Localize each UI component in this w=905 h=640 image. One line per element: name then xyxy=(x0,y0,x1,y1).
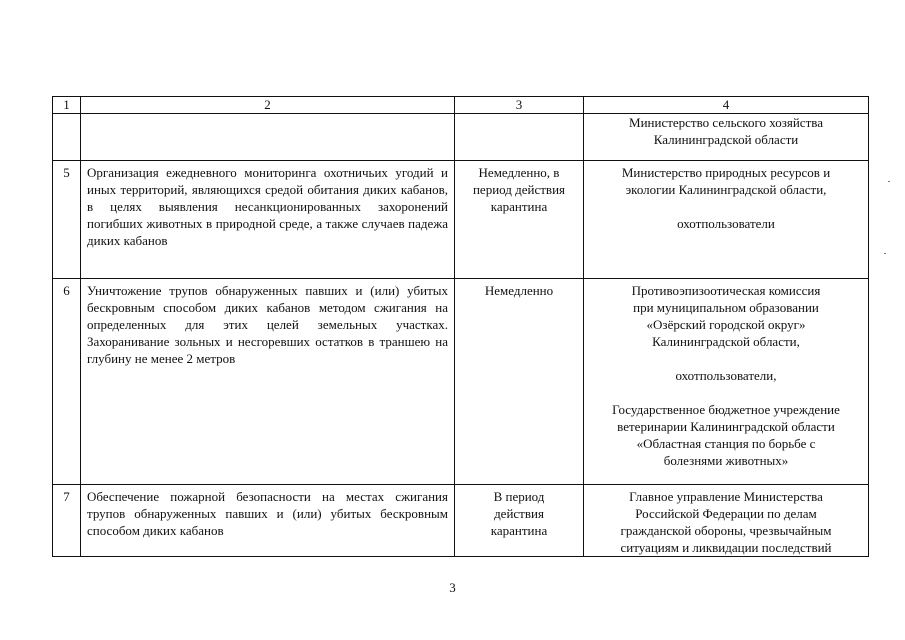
page-number: 3 xyxy=(449,580,456,595)
responsible-line: гражданской обороны, чрезвычайным xyxy=(620,523,832,538)
table-header-row xyxy=(53,97,869,114)
measure-cell: Обеспечение пожарной безопасности на местах сжигания трупов обнаруженных павших и (или) убитых бескровным способом диких кабанов xyxy=(81,485,455,557)
term-line: период действия xyxy=(472,182,566,197)
responsible-line: болезнями животных» xyxy=(663,453,789,468)
responsible-line: Министерство природных ресурсов и xyxy=(621,165,831,180)
measure-cell: Уничтожение трупов обнаруженных павших и (или) убитых бескровным способом диких кабанов методом сжигания на определенных для этих целей земельных участках. Захоранивание зольных и несгоревших остатков в траншею на глубину не менее 2 метров xyxy=(81,279,455,485)
table-row xyxy=(53,279,869,485)
term-line: карантина xyxy=(490,523,548,538)
term-line: В период xyxy=(493,489,545,504)
row-number: 6 xyxy=(53,279,81,485)
term-line: действия xyxy=(494,506,544,521)
row-number xyxy=(53,114,81,161)
header-cell-2: 2 xyxy=(81,97,455,114)
table-row xyxy=(53,161,869,279)
measure-cell: Организация ежедневного мониторинга охотничьих угодий и иных территорий, являющихся средой обитания диких кабанов, в целях выявления несанкционированных захоронений погибших животных в природной среде, а также случаев падежа диких кабанов xyxy=(81,161,455,279)
term-line: карантина xyxy=(490,199,548,214)
term-cell xyxy=(455,161,584,279)
responsible-line: охотпользователи, xyxy=(675,368,777,383)
responsible-line: Государственное бюджетное учреждение xyxy=(612,402,840,417)
header-cell-1: 1 xyxy=(53,97,81,114)
responsible-line: Противоэпизоотическая комиссия xyxy=(631,283,821,298)
responsible-line: Российской Федерации по делам xyxy=(635,506,817,521)
term-cell xyxy=(455,485,584,557)
responsible-line: «Областная станция по борьбе с xyxy=(636,436,816,451)
term-cell xyxy=(455,114,584,161)
line-gap xyxy=(590,350,862,367)
term-line: Немедленно, в xyxy=(478,165,560,180)
row-number: 5 xyxy=(53,161,81,279)
term-cell xyxy=(455,279,584,485)
line-gap xyxy=(590,198,862,215)
line-gap xyxy=(590,384,862,401)
scan-speck xyxy=(888,181,890,182)
responsible-cell xyxy=(584,161,869,279)
responsible-line: Калининградской области, xyxy=(652,334,800,349)
responsible-line: ситуациям и ликвидации последствий xyxy=(620,540,832,555)
responsible-cell xyxy=(584,485,869,557)
table-row xyxy=(53,114,869,161)
header-cell-4: 4 xyxy=(584,97,869,114)
scan-speck xyxy=(884,253,886,254)
header-cell-3: 3 xyxy=(455,97,584,114)
responsible-line: Министерство сельского хозяйства xyxy=(629,115,823,130)
responsible-cell xyxy=(584,279,869,485)
responsible-line: Главное управление Министерства xyxy=(629,489,823,504)
table-row xyxy=(53,485,869,557)
responsible-line: при муниципальном образовании xyxy=(633,300,819,315)
row-number: 7 xyxy=(53,485,81,557)
responsible-line: «Озёрский городской округ» xyxy=(646,317,806,332)
term-line: Немедленно xyxy=(484,283,554,298)
responsible-line: ветеринарии Калининградской области xyxy=(617,419,835,434)
responsible-line: экологии Калининградской области, xyxy=(625,182,827,197)
measure-cell xyxy=(81,114,455,161)
responsible-line: охотпользователи xyxy=(677,216,775,231)
responsible-line: Калининградской области xyxy=(653,132,799,147)
measures-table xyxy=(52,96,869,557)
responsible-cell xyxy=(584,114,869,161)
